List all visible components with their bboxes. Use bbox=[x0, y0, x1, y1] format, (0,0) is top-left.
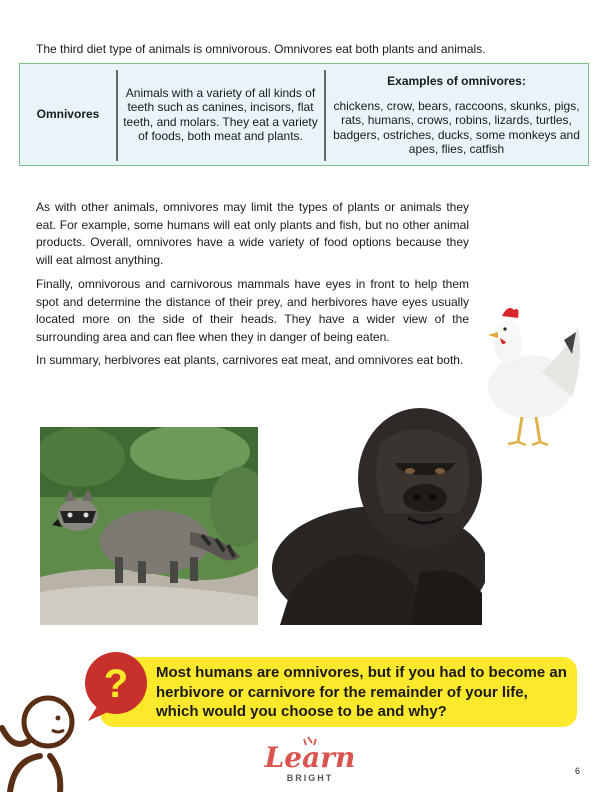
table-examples-cell bbox=[325, 64, 588, 165]
intro-text: The third diet type of animals is omnivorous. Omnivores eat both plants and animals. bbox=[36, 42, 486, 56]
thinking-person-icon bbox=[0, 690, 100, 792]
discussion-callout bbox=[100, 657, 577, 727]
gorilla-photo bbox=[270, 393, 485, 625]
logo-sub: BRIGHT bbox=[286, 773, 334, 783]
raccoon-photo bbox=[40, 427, 258, 625]
table-description: Animals with a variety of all kinds of teeth such as canines, incisors, flat teeth, and molars. They eat a variety of foods, both meat and plants. bbox=[123, 85, 318, 143]
learn-bright-logo bbox=[250, 733, 370, 785]
table-label: Omnivores bbox=[36, 107, 100, 122]
chicken-photo bbox=[472, 302, 584, 452]
logo-word: Learn bbox=[264, 741, 356, 774]
page-number: 6 bbox=[575, 766, 581, 776]
paragraph: As with other animals, omnivores may limit the types of plants or animals they eat. For example, some humans will eat only plants and fish, but no other animal products. Overall, omnivores have a wide variety of food options because they will eat almost anything. bbox=[36, 200, 469, 267]
question-mark: ? bbox=[103, 662, 129, 706]
paragraph: In summary, herbivores eat plants, carnivores eat meat, and omnivores eat both. bbox=[36, 353, 464, 367]
paragraph: Finally, omnivorous and carnivorous mammals have eyes in front to help them spot and determine the distance of their prey, and herbivores have eyes usually located more on the side of their heads. They have a wider view of the surrounding area and can flee when they in danger of being eaten. bbox=[36, 277, 469, 344]
discussion-question: Most humans are omnivores, but if you had to become an herbivore or carnivore for the remainder of your life, which would you choose to be and why? bbox=[156, 664, 567, 720]
examples-list: chickens, crow, bears, raccoons, skunks, pigs, rats, humans, crows, robins, lizards, turtles, badgers, ostriches, ducks, some monkeys and apes, flies, catfish bbox=[333, 98, 580, 156]
omnivore-table bbox=[19, 63, 589, 166]
examples-header: Examples of omnivores: bbox=[387, 74, 526, 88]
